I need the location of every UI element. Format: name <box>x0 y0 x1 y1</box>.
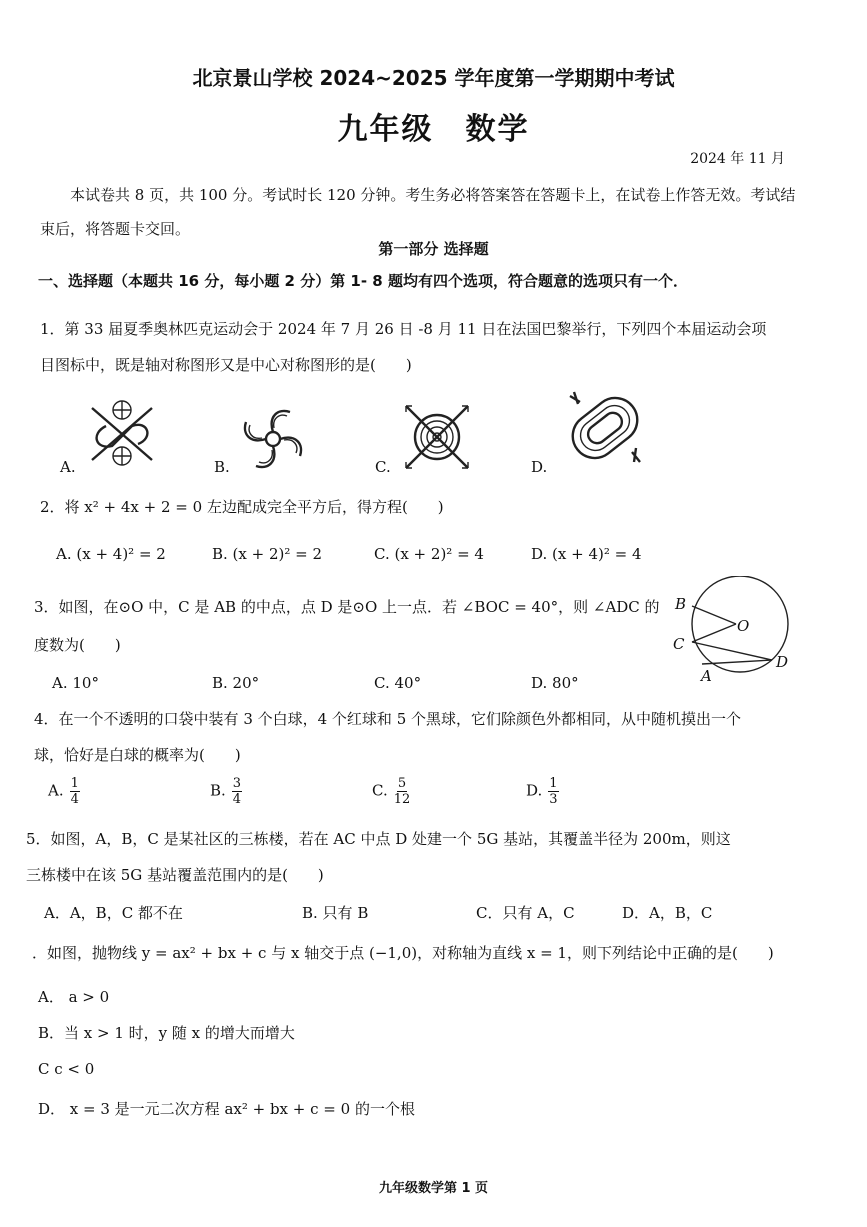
exam-date: 2024 年 11 月 <box>690 151 785 167</box>
q1-icon-running-track <box>560 386 650 470</box>
q3-option-a: A. 10° <box>52 674 99 692</box>
q3-option-c: C. 40° <box>374 674 422 692</box>
q3-label-b: B <box>675 595 687 613</box>
q6-stem: ．如图，抛物线 y = ax² + bx + c 与 x 轴交于点 (−1,0)，对称轴为直线 x = 1，则下列结论中正确的是( ) <box>32 944 774 962</box>
subject-title: 九年级 数学 <box>337 112 530 147</box>
q1-option-d: D. <box>531 458 548 476</box>
q1-option-c: C. <box>375 458 391 476</box>
q2-option-c: C. (x + 2)² = 4 <box>374 545 484 563</box>
q3-stem-line2: 度数为( ) <box>34 636 121 654</box>
q3-stem-line1: 3．如图，在⊙O 中，C 是 AB 的中点，点 D 是⊙O 上一点．若 ∠BOC = 40°，则 ∠ADC 的 <box>34 598 660 616</box>
q3-option-b: B. 20° <box>212 674 260 692</box>
q6-option-b: B．当 x > 1 时，y 随 x 的增大而增大 <box>38 1024 295 1042</box>
q2-option-a: A. (x + 4)² = 2 <box>56 545 166 563</box>
page-footer: 九年级数学第 1 页 <box>378 1181 489 1196</box>
q1-stem-line1: 1．第 33 届夏季奥林匹克运动会于 2024 年 7 月 26 日 -8 月 11 日在法国巴黎举行，下列四个本届运动会项 <box>40 320 767 338</box>
q5-option-c: C．只有 A，C <box>476 904 575 922</box>
q3-label-d: D <box>776 653 789 671</box>
q1-option-a: A. <box>60 458 76 476</box>
q3-label-c: C <box>673 635 685 653</box>
q5-stem-line2: 三栋楼中在该 5G 基站覆盖范围内的是( ) <box>26 866 324 884</box>
q4-option-c: C. $\frac{5}{12}$ <box>372 776 411 807</box>
q5-option-a: A．A，B，C 都不在 <box>44 904 183 922</box>
q1-option-b: B. <box>214 458 230 476</box>
q4-option-d: D. $\frac{1}{3}$ <box>526 776 558 807</box>
q3-option-d: D. 80° <box>531 674 579 692</box>
q6-option-d: D． x = 3 是一元二次方程 ax² + bx + c = 0 的一个根 <box>38 1100 415 1118</box>
q1-icon-archery-target <box>402 402 472 472</box>
q6-option-a: A． a > 0 <box>38 988 110 1006</box>
q6-option-c: C c < 0 <box>38 1060 95 1078</box>
q1-icon-basketball <box>82 398 162 468</box>
q1-icon-pinwheel <box>238 404 308 474</box>
q1-stem-line2: 目图标中，既是轴对称图形又是中心对称图形的是( ) <box>40 356 412 374</box>
q5-option-d: D．A，B，C <box>622 904 713 922</box>
q4-option-a: A. $\frac{1}{4}$ <box>48 776 79 807</box>
q5-option-b: B. 只有 B <box>302 904 369 922</box>
q2-option-b: B. (x + 2)² = 2 <box>212 545 323 563</box>
section-title: 一、选择题（本题共 16 分，每小题 2 分）第 1- 8 题均有四个选项，符合题意的选项只有一个． <box>38 272 688 290</box>
part-title: 第一部分 选择题 <box>378 240 489 258</box>
q4-option-b: B. $\frac{3}{4}$ <box>210 776 242 807</box>
school-exam-title: 北京景山学校 2024~2025 学年度第一学期期中考试 <box>192 66 675 90</box>
q3-label-o: O <box>737 617 750 635</box>
q2-option-d: D. (x + 4)² = 4 <box>531 545 642 563</box>
q5-stem-line1: 5．如图，A，B，C 是某社区的三栋楼，若在 AC 中点 D 处建一个 5G 基站，其覆盖半径为 200m，则这 <box>26 830 731 848</box>
q4-stem-line2: 球，恰好是白球的概率为( ) <box>34 746 241 764</box>
exam-instructions: 本试卷共 8 页，共 100 分。考试时长 120 分钟。考生务必将答案答在答题卡上，在试卷上作答无效。考试结束后，将答题卡交回。 <box>40 186 796 238</box>
q2-stem: 2．将 x² + 4x + 2 = 0 左边配成完全平方后，得方程( ) <box>40 498 444 516</box>
q4-stem-line1: 4．在一个不透明的口袋中装有 3 个白球，4 个红球和 5 个黑球，它们除颜色外都相同，从中随机摸出一个 <box>34 710 742 728</box>
q3-label-a: A <box>701 667 712 685</box>
